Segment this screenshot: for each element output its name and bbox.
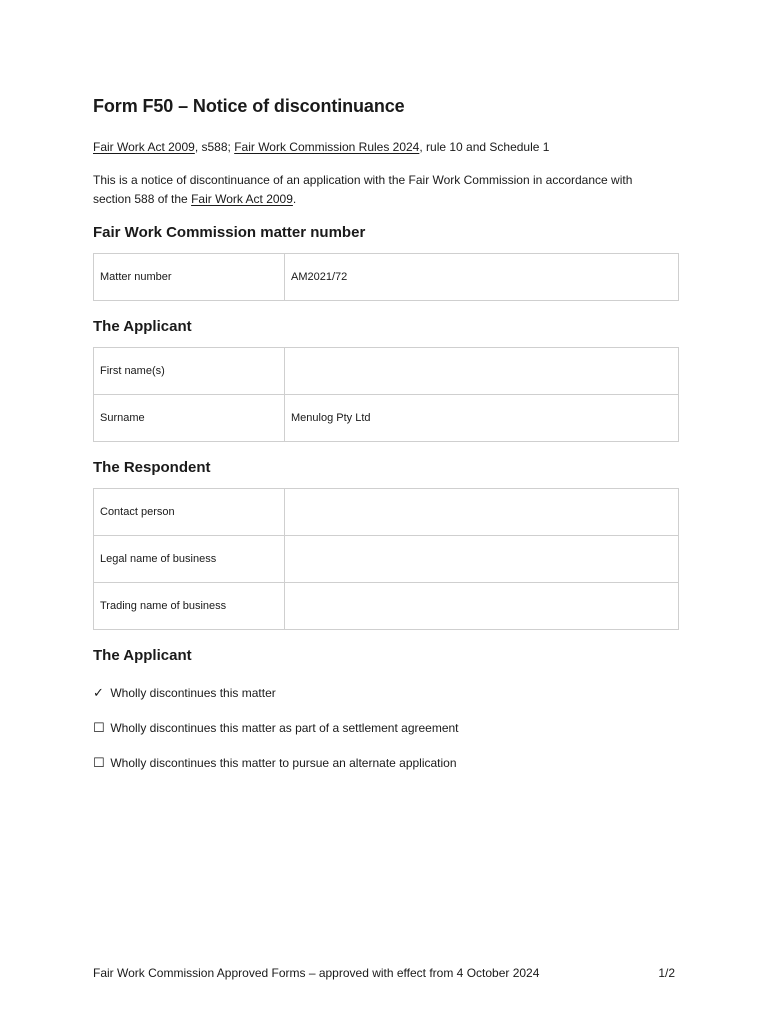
first-name-label: First name(s) — [94, 348, 285, 395]
matter-number-label: Matter number — [94, 254, 285, 301]
option-wholly-discontinues[interactable] — [93, 685, 276, 701]
table-row — [94, 254, 679, 301]
matter-heading: Fair Work Commission matter number — [93, 224, 366, 241]
checkbox-icon[interactable]: ☐ — [93, 720, 105, 735]
trading-name-field[interactable] — [285, 583, 679, 630]
applicant-heading: The Applicant — [93, 318, 192, 335]
legal-name-field[interactable] — [285, 536, 679, 583]
contact-person-field[interactable] — [285, 489, 679, 536]
applicant-table — [93, 347, 679, 442]
fwc-rules-link[interactable]: Fair Work Commission Rules 2024 — [234, 140, 420, 154]
table-row — [94, 348, 679, 395]
intro-text: This is a notice of discontinuance of an application with the Fair Work Commission in accordance with section 588 of the — [93, 173, 633, 206]
discontinuance-heading: The Applicant — [93, 647, 192, 664]
intro-text-end: . — [292, 192, 297, 206]
checkbox-icon[interactable]: ☐ — [93, 755, 105, 770]
matter-number-field[interactable]: AM2021/72 — [285, 254, 679, 301]
table-row — [94, 536, 679, 583]
surname-label: Surname — [94, 395, 285, 442]
option-settlement-agreement[interactable] — [93, 720, 459, 736]
respondent-heading: The Respondent — [93, 459, 211, 476]
table-row — [94, 395, 679, 442]
option-label: Wholly discontinues this matter to pursue an alternate application — [110, 756, 457, 770]
page-title: Form F50 – Notice of discontinuance — [93, 96, 405, 116]
table-row — [94, 583, 679, 630]
legislation-reference — [93, 139, 549, 155]
respondent-table — [93, 488, 679, 630]
fair-work-act-link[interactable]: Fair Work Act 2009 — [93, 140, 195, 154]
surname-field[interactable]: Menulog Pty Ltd — [285, 395, 679, 442]
option-label: Wholly discontinues this matter — [110, 686, 276, 700]
option-label: Wholly discontinues this matter as part of a settlement agreement — [110, 721, 459, 735]
footer-approval-text: Fair Work Commission Approved Forms – approved with effect from 4 October 2024 — [93, 966, 540, 980]
contact-person-label: Contact person — [94, 489, 285, 536]
option-alternate-application[interactable] — [93, 755, 457, 771]
intro-fair-work-act-link[interactable]: Fair Work Act 2009 — [191, 192, 293, 206]
intro-paragraph — [93, 171, 673, 209]
page-number: 1/2 — [658, 966, 675, 980]
table-row — [94, 489, 679, 536]
trading-name-label: Trading name of business — [94, 583, 285, 630]
reference-text-section: , s588; — [194, 140, 235, 154]
reference-text-rule: , rule 10 and Schedule 1 — [419, 140, 550, 154]
first-name-field[interactable] — [285, 348, 679, 395]
checkmark-icon[interactable]: ✓ — [93, 685, 104, 700]
matter-table — [93, 253, 679, 301]
legal-name-label: Legal name of business — [94, 536, 285, 583]
